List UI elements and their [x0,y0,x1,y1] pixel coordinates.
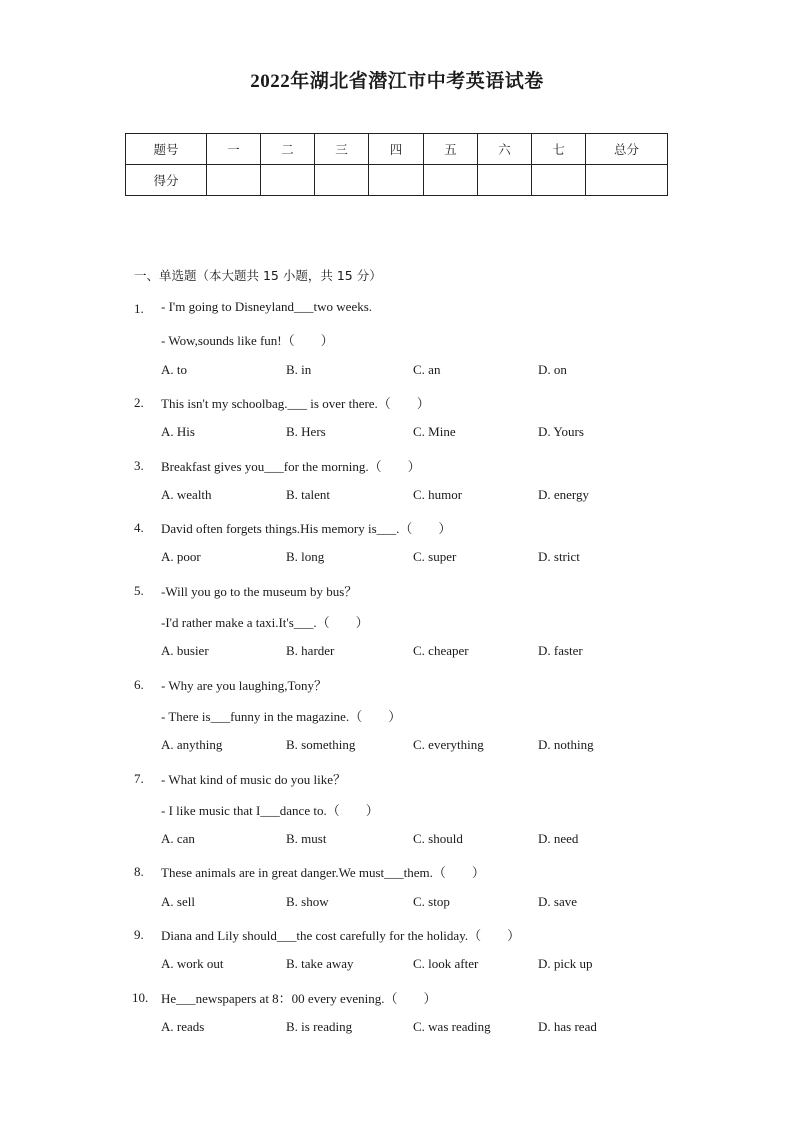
question-text: Diana and Lily should___the cost carefully for the holiday.（ ） [161,928,521,943]
answer-option[interactable]: A. can [161,831,195,847]
answer-option[interactable]: D. has read [538,1018,597,1034]
section-heading: 一、单选题（本大题共 15 小题，共 15 分） [134,268,382,283]
question-text: David often forgets things.His memory is___.（ ） [161,521,452,537]
answer-option[interactable]: D. energy [538,486,590,502]
header-cell: 题号 [126,134,207,165]
answer-option[interactable]: B. must [286,831,327,847]
answer-option[interactable]: C. was reading [413,1018,491,1034]
question-text: - There is___funny in the magazine.（ ） [161,708,402,724]
question-number: 6. [134,676,144,692]
answer-option[interactable]: A. wealth [161,486,212,502]
question-text: - What kind of music do you like？ [161,771,346,787]
header-cell: 四 [369,134,424,165]
answer-option[interactable]: D. pick up [538,956,593,972]
answer-option[interactable]: C. humor [413,486,463,502]
score-cell [207,165,261,196]
answer-option[interactable]: D. faster [538,643,583,659]
answer-option[interactable]: C. should [413,831,463,847]
answer-option[interactable]: B. something [286,737,356,753]
score-table-score-row [126,165,668,196]
answer-option[interactable]: C. everything [413,737,484,753]
score-cell [315,165,369,196]
answer-option[interactable]: D. save [538,893,577,909]
question-text: - Why are you laughing,Tony？ [161,677,328,693]
header-cell: 三 [315,134,369,165]
question-text: This isn't my schoolbag.___ is over there.（ ） [161,395,430,411]
answer-option[interactable]: A. reads [161,1018,205,1034]
score-cell [532,165,586,196]
answer-option[interactable]: C. cheaper [413,643,469,659]
question-text: - Wow,sounds like fun!（ ） [161,333,334,349]
question-number: 4. [134,520,144,536]
answer-option[interactable]: D. need [538,831,579,847]
answer-option[interactable]: A. to [161,361,187,377]
answer-option[interactable]: C. Mine [413,424,456,440]
question-text: -Will you go to the museum by bus？ [161,583,358,599]
answer-option[interactable]: A. sell [161,893,195,909]
score-cell [369,165,424,196]
answer-option[interactable]: A. poor [161,549,201,565]
question-text: - I'm going to Disneyland___two weeks. [161,299,373,314]
header-cell: 一 [207,134,261,165]
score-table [125,133,668,196]
answer-option[interactable]: D. nothing [538,737,594,753]
question-number: 9. [134,927,144,942]
score-table-header-row [126,134,668,165]
answer-option[interactable]: C. an [413,361,441,377]
answer-option[interactable]: B. talent [286,486,331,502]
row-label-cell: 得分 [126,165,207,196]
header-cell: 五 [424,134,478,165]
question-text: These animals are in great danger.We must___them.（ ） [161,865,485,881]
question-text: Breakfast gives you___for the morning.（ ） [161,458,421,474]
answer-option[interactable]: D. strict [538,549,580,565]
answer-option[interactable]: C. stop [413,893,450,909]
score-cell [424,165,478,196]
question-number: 5. [134,582,144,598]
score-cell [261,165,315,196]
question-number: 2. [134,394,144,410]
question-number: 10. [132,989,149,1005]
answer-option[interactable]: A. His [161,424,195,440]
answer-option[interactable]: C. super [413,549,457,565]
header-cell: 二 [261,134,315,165]
question-number: 8. [134,864,144,880]
header-cell: 七 [532,134,586,165]
answer-option[interactable]: B. show [286,893,329,909]
question-number: 3. [134,457,144,473]
header-cell: 总分 [586,134,668,165]
answer-option[interactable]: B. long [286,549,325,565]
score-cell [478,165,532,196]
answer-option[interactable]: B. take away [286,956,354,972]
answer-option[interactable]: D. on [538,361,567,377]
exam-title: 2022年湖北省潜江市中考英语试卷 [250,71,544,92]
question-number: 7. [134,770,144,786]
answer-option[interactable]: B. Hers [286,424,326,440]
answer-option[interactable]: B. is reading [286,1018,353,1034]
score-cell [586,165,668,196]
question-text: - I like music that I___dance to.（ ） [161,802,379,818]
answer-option[interactable]: A. busier [161,643,209,659]
answer-option[interactable]: A. anything [161,737,223,753]
answer-option[interactable]: B. harder [286,643,335,659]
question-text: He___newspapers at 8：00 every evening.（ ） [161,990,437,1006]
header-cell: 六 [478,134,532,165]
answer-option[interactable]: C. look after [413,956,479,972]
answer-option[interactable]: A. work out [161,956,224,972]
question-number: 1. [134,301,144,316]
answer-option[interactable]: B. in [286,361,312,377]
question-text: -I'd rather make a taxi.It's___.（ ） [161,615,369,630]
answer-option[interactable]: D. Yours [538,424,584,440]
